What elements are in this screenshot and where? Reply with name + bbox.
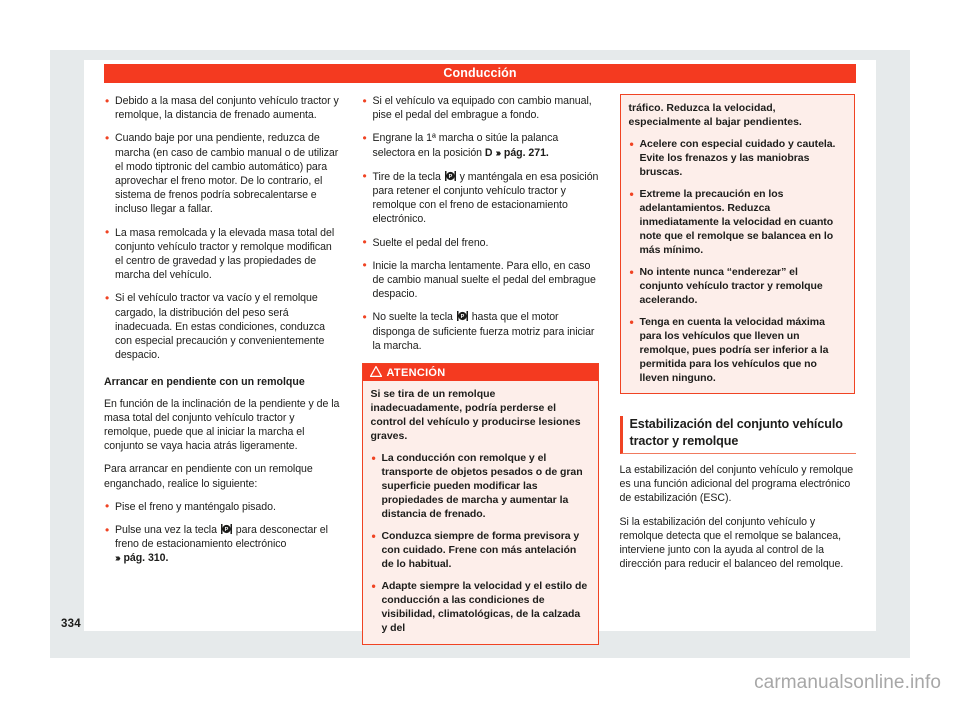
column-one <box>104 94 341 645</box>
bullet-text-before-icon: Tire de la tecla <box>372 170 441 183</box>
paragraph: Para arrancar en pendiente con un remolque enganchado, realice lo siguiente: <box>104 463 313 490</box>
warning-bullet: • Adapte siempre la velocidad y el estilo de conducción a las condiciones de visibilidad, climatológicas, de la calzada y del <box>371 579 589 635</box>
parking-brake-key-icon <box>221 524 232 534</box>
page-reference <box>495 147 548 159</box>
parking-brake-key-icon <box>457 311 468 321</box>
bullet-item: • Suelte el pedal del freno. <box>362 236 599 250</box>
paragraph: Si la estabilización del conjunto vehículo y remolque detecta que el remolque se balancea, interviene junto con la ayuda al control de la dirección para reducir el balanceo del remolque. <box>619 515 844 571</box>
warning-box-body <box>363 381 598 644</box>
bullet-item-hold-key <box>362 310 599 353</box>
parking-brake-key-icon <box>445 171 456 181</box>
page-reference-text: pág. 271. <box>503 146 549 159</box>
three-column-layout <box>104 94 856 645</box>
site-watermark: carmanualsonline.info <box>754 672 941 693</box>
warning-bullet: • Tenga en cuenta la velocidad máxima para los vehículos que lleven un remolque, pues podría ser inferior a la permitida para los vehículos que no lleven ninguno. <box>629 315 845 385</box>
bullet-text: Engrane la 1ª marcha o sitúe la palanca selectora en la posición <box>372 132 559 159</box>
bullet-item: • Cuando baje por una pendiente, reduzca de marcha (en caso de cambio manual o de utilizar el modo tiptronic del cambio automático) para aprovechar el freno motor. De lo contrario, el sistema de frenos podría sobrecalentarse e incluso llegar a fallar. <box>104 131 341 216</box>
gear-position-d: D <box>484 146 493 159</box>
bullet-item-pull-key <box>362 170 599 227</box>
svg-text:P: P <box>448 174 453 181</box>
section-heading-stabilization <box>620 416 857 454</box>
svg-text:P: P <box>460 314 465 321</box>
warning-box-title: ATENCIÓN <box>386 366 446 379</box>
bullet-item: • Inicie la marcha lentamente. Para ello, en caso de cambio manual suelte el pedal del embrague despacio. <box>362 259 599 302</box>
bullet-item: • Si el vehículo va equipado con cambio manual, pise el pedal del embrague a fondo. <box>362 94 599 122</box>
page-reference <box>115 552 168 564</box>
section-body <box>620 463 857 571</box>
warning-box-continued <box>620 94 855 394</box>
chapter-title-bar: Conducción <box>104 64 856 83</box>
chevron-right-icon: ››› <box>495 147 500 159</box>
bullet-text-after-icon: y manténgala en esa posición para retener el conjunto vehículo tractor y remolque con el freno de estacionamiento electrónico. <box>372 170 599 226</box>
warning-box-header <box>363 364 598 381</box>
warning-triangle-icon <box>370 366 382 380</box>
bullet-item-electronic-parking-brake <box>104 523 341 567</box>
warning-intro: Si se tira de un remolque inadecuadamente, podría perderse el control del vehículo y producirse lesiones graves. <box>370 388 581 443</box>
warning-bullet: • Conduzca siempre de forma previsora y con cuidado. Frene con más antelación de lo habitual. <box>371 529 589 571</box>
warning-bullet: • Acelere con especial cuidado y cautela. Evite los frenazos y las maniobras bruscas. <box>629 137 845 179</box>
bullet-text-after-icon: hasta que el motor disponga de suficiente fuerza motriz para iniciar la marcha. <box>372 311 595 352</box>
svg-text:P: P <box>224 527 229 534</box>
bullet-text-after-icon: para desconectar el freno de estacionamiento electrónico <box>115 524 328 551</box>
chevron-right-icon: ››› <box>115 553 119 565</box>
page-number: 334 <box>61 618 81 630</box>
bullet-item: • Debido a la masa del conjunto vehículo tractor y remolque, la distancia de frenado aumenta. <box>104 94 341 122</box>
bullet-text-before-icon: No suelte la tecla <box>372 311 453 324</box>
page-content-area <box>84 60 876 635</box>
page-reference-text: pág. 310. <box>123 552 169 565</box>
warning-bullet: • La conducción con remolque y el transporte de objetos pesados o de gran superficie pueden modificar las propiedades de marcha y aumentar la distancia de frenado. <box>371 451 589 521</box>
bullet-text-before-icon: Pulse una vez la tecla <box>115 524 217 537</box>
warning-intro-continued: tráfico. Reduzca la velocidad, especialmente al bajar pendientes. <box>628 102 802 128</box>
warning-bullet: • Extreme la precaución en los adelantamientos. Reduzca inmediatamente la velocidad en cuanto note que el remolque se balancea en lo más mínimo. <box>629 187 845 257</box>
column-two <box>362 94 599 645</box>
warning-box-atencion <box>362 363 599 645</box>
paragraph: En función de la inclinación de la pendiente y de la masa total del conjunto vehículo tractor y remolque, puede que al iniciar la marcha el conjunto se vaya hacia atrás ligeramente. <box>104 397 340 453</box>
paragraph: La estabilización del conjunto vehículo y remolque es una función adicional del programa electrónico de estabilización (ESC). <box>619 464 854 505</box>
subheading-start-on-slope: Arrancar en pendiente con un remolque <box>104 376 305 389</box>
warning-bullet: • No intente nunca “enderezar” el conjunto vehículo tractor y remolque acelerando. <box>629 265 845 307</box>
bullet-item: • La masa remolcada y la elevada masa total del conjunto vehículo tractor y remolque modifican el centro de gravedad y las propiedades de marcha del vehículo. <box>104 226 341 283</box>
bullet-item: • Pise el freno y manténgalo pisado. <box>104 500 341 514</box>
bullet-item: • Si el vehículo tractor va vacío y el remolque cargado, la distribución del peso será inadecuada. En estas condiciones, conduzca con especial precaución y convenientemente despacio. <box>104 291 341 362</box>
bullet-item-gear-selector <box>362 131 599 160</box>
column-three <box>620 94 857 645</box>
section-heading-text: Estabilización del conjunto vehículo tractor y remolque <box>629 417 843 448</box>
